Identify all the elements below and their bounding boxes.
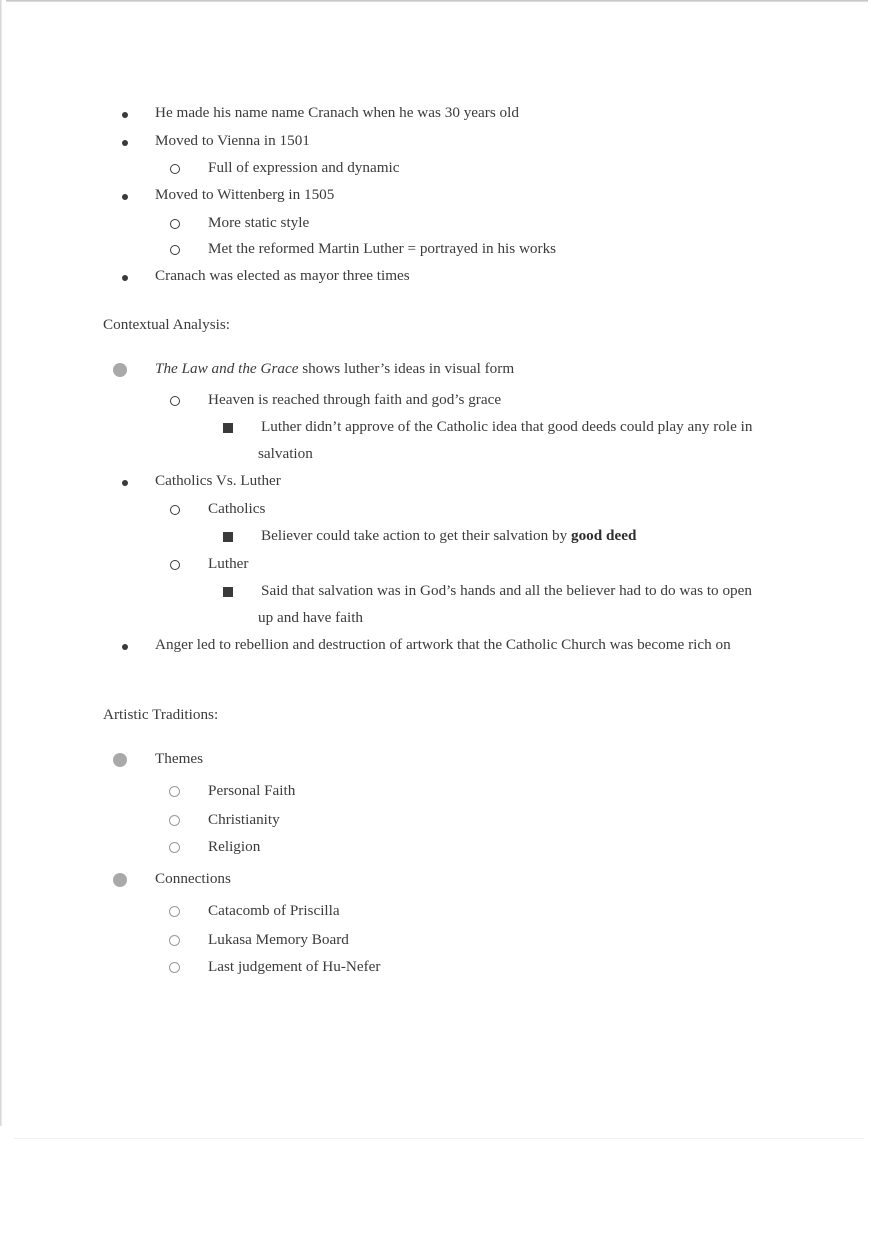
- bullet-grey-circle-icon: [113, 873, 127, 887]
- list-item: Luther didn’t approve of the Catholic idea that good deeds could play any role in: [261, 418, 753, 435]
- list-item: Anger led to rebellion and destruction of artwork that the Catholic Church was become rich on: [155, 636, 731, 653]
- bullet-square-icon: [223, 532, 233, 542]
- list-item: Heaven is reached through faith and god’s grace: [208, 391, 502, 408]
- list-item-text: Believer could take action to get their salvation by: [261, 527, 571, 544]
- bullet-square-icon: [223, 587, 233, 597]
- bullet-square-icon: [223, 423, 233, 433]
- bullet-dot-icon: [122, 194, 128, 200]
- bullet-dot-icon: [122, 480, 128, 486]
- page-left-edge: [0, 0, 2, 1126]
- list-item: Religion: [208, 838, 261, 855]
- list-item: Luther: [208, 555, 249, 572]
- list-item: Met the reformed Martin Luther = portrayed in his works: [208, 240, 557, 257]
- bullet-circle-icon: [170, 560, 180, 570]
- list-item: Christianity: [208, 811, 280, 828]
- bullet-dot-icon: [122, 275, 128, 281]
- artwork-title: The Law and the Grace: [155, 360, 299, 377]
- bullet-grey-circle-icon: [113, 753, 127, 767]
- emphasis-text: good deed: [570, 527, 637, 544]
- bullet-circle-icon: [170, 245, 180, 255]
- list-item-text: shows luther’s ideas in visual form: [298, 360, 515, 377]
- list-item: Moved to Vienna in 1501: [155, 132, 310, 149]
- list-item-continuation: up and have faith: [258, 609, 364, 626]
- list-item: Cranach was elected as mayor three times: [155, 267, 410, 284]
- list-item: Connections: [155, 870, 231, 887]
- list-item: He made his name name Cranach when he was 30 years old: [155, 104, 519, 121]
- bullet-circle-icon: [170, 505, 180, 515]
- bullet-dot-icon: [122, 644, 128, 650]
- section-heading-artistic: Artistic Traditions:: [103, 706, 219, 723]
- list-item: Said that salvation was in God’s hands and all the believer had to do was to open: [261, 582, 752, 599]
- bullet-circle-icon: [169, 962, 180, 973]
- bullet-circle-icon: [169, 842, 180, 853]
- list-item: Last judgement of Hu-Nefer: [208, 958, 381, 975]
- list-item-continuation: salvation: [258, 445, 313, 462]
- bullet-circle-icon: [170, 219, 180, 229]
- bullet-dot-icon: [122, 112, 128, 118]
- bullet-dot-icon: [122, 140, 128, 146]
- bullet-grey-circle-icon: [113, 363, 127, 377]
- list-item: Catholics Vs. Luther: [155, 472, 281, 489]
- list-item: Personal Faith: [208, 782, 296, 799]
- bullet-circle-icon: [169, 906, 180, 917]
- bullet-circle-icon: [170, 396, 180, 406]
- list-item: Full of expression and dynamic: [208, 159, 400, 176]
- page-bottom-edge: [14, 1138, 864, 1139]
- bullet-circle-icon: [170, 164, 180, 174]
- bullet-circle-icon: [169, 935, 180, 946]
- section-heading-contextual: Contextual Analysis:: [103, 316, 230, 333]
- list-item: Lukasa Memory Board: [208, 931, 349, 948]
- list-item: [261, 525, 636, 547]
- list-item: More static style: [208, 214, 310, 231]
- list-item: Themes: [155, 750, 204, 767]
- list-item: Catacomb of Priscilla: [208, 902, 340, 919]
- list-item: Moved to Wittenberg in 1505: [155, 186, 335, 203]
- list-item: Catholics: [208, 500, 266, 517]
- bullet-circle-icon: [169, 786, 180, 797]
- page-top-edge: [6, 0, 868, 2]
- list-item: [155, 358, 514, 380]
- bullet-circle-icon: [169, 815, 180, 826]
